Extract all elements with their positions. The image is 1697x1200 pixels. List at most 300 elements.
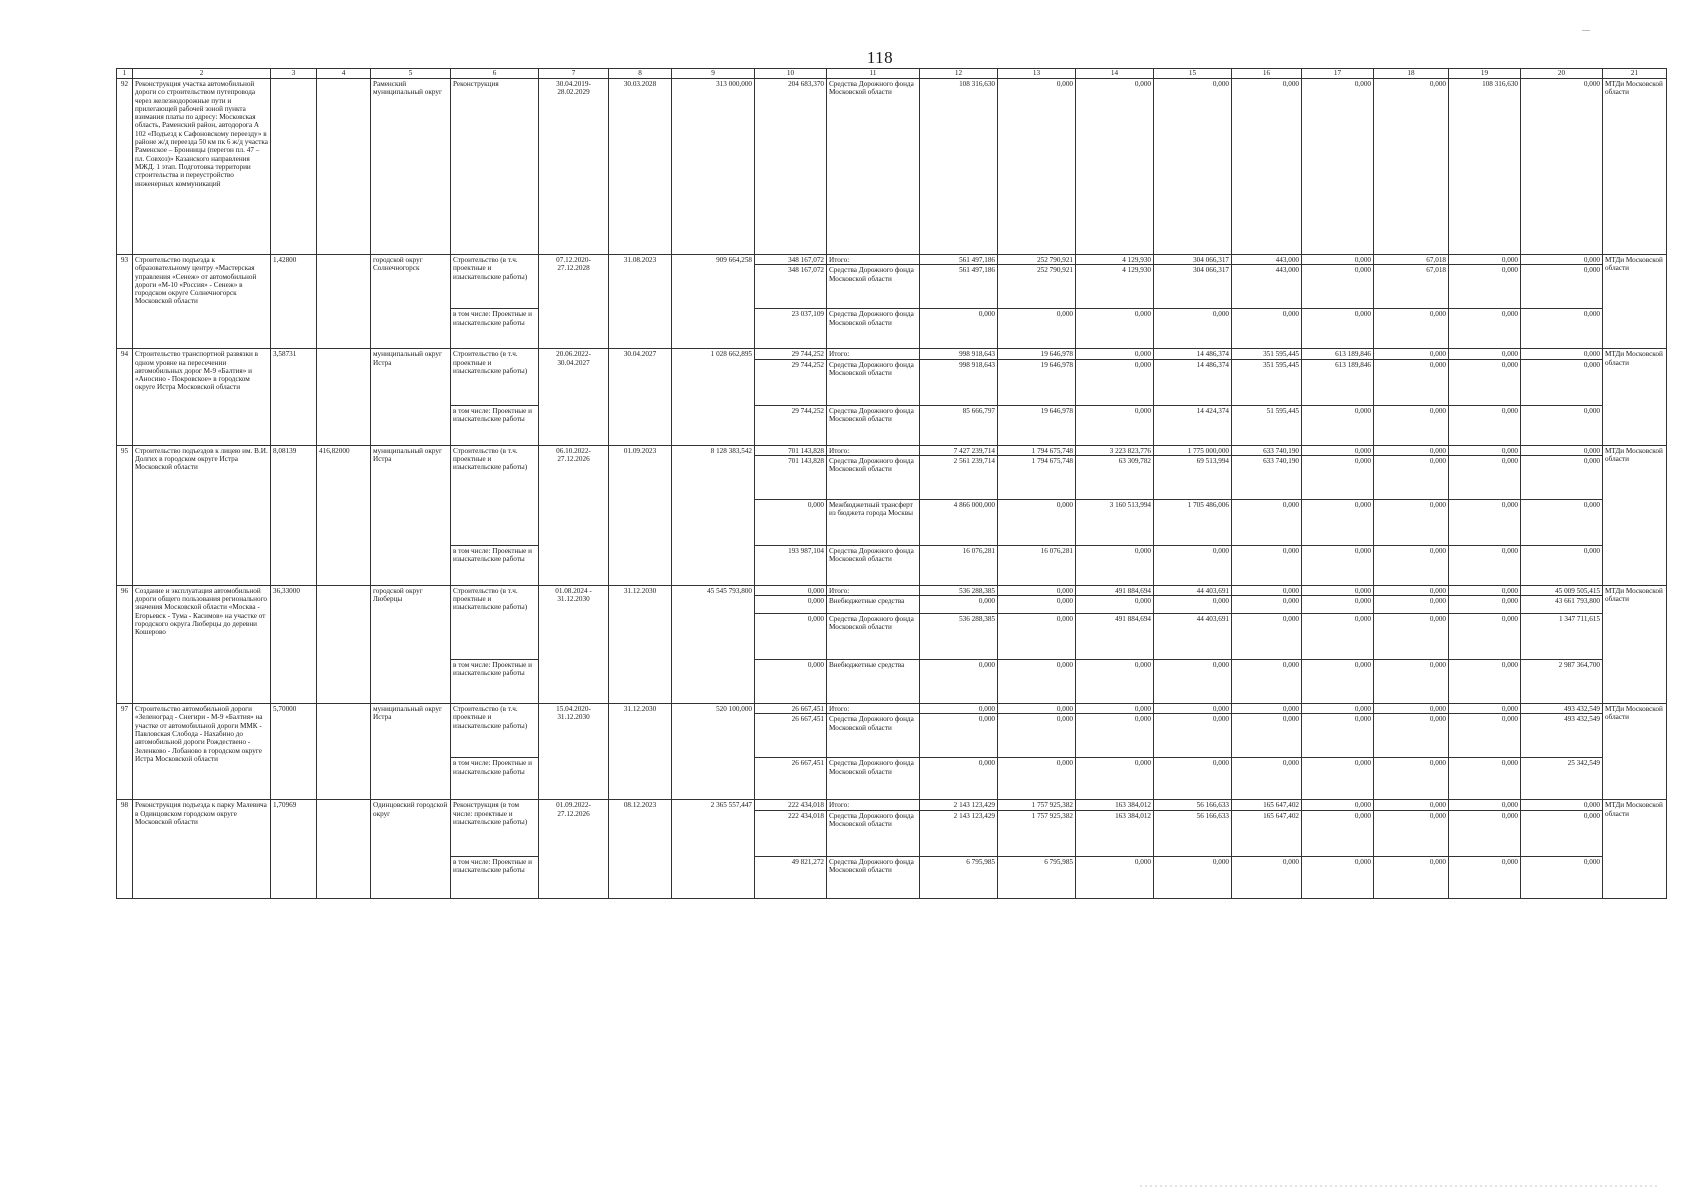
year-amount-cell: 2 143 123,429 — [920, 810, 998, 856]
funded-before-cell: 49 821,272 — [755, 856, 827, 898]
capacity-cell — [317, 255, 371, 349]
table-row — [117, 704, 1667, 714]
year-amount-cell: 0,000 — [1076, 359, 1154, 405]
year-amount-cell: 561 497,186 — [920, 255, 998, 265]
year-amount-cell: 0,000 — [1232, 856, 1302, 898]
funded-before-cell: 348 167,072 — [755, 265, 827, 309]
year-amount-cell: 7 427 239,714 — [920, 445, 998, 455]
year-amount-cell: 0,000 — [1302, 499, 1374, 545]
year-amount-cell: 0,000 — [1232, 585, 1302, 595]
year-amount-cell: 0,000 — [1302, 585, 1374, 595]
year-amount-cell: 0,000 — [1374, 856, 1449, 898]
funding-source-cell: Средства Дорожного фонда Московской области — [827, 545, 920, 585]
year-amount-cell: 0,000 — [1374, 614, 1449, 660]
year-amount-cell: 0,000 — [1076, 405, 1154, 445]
row-number: 93 — [117, 255, 133, 349]
year-amount-cell: 0,000 — [1449, 758, 1521, 800]
funding-source-cell: Итого: — [827, 349, 920, 359]
year-amount-cell: 0,000 — [1302, 405, 1374, 445]
municipality-cell: городской округ Солнечногорск — [371, 255, 451, 349]
year-amount-cell: 4 129,930 — [1076, 265, 1154, 309]
customer-cell: МТДи Московской области — [1603, 445, 1667, 585]
period-cell: 30.04.2019-28.02.2029 — [539, 79, 609, 255]
work-subtype-cell: в том числе: Проектные и изыскательские работы — [451, 309, 539, 349]
year-amount-cell: 0,000 — [1449, 810, 1521, 856]
year-amount-cell: 613 189,846 — [1302, 349, 1374, 359]
year-amount-cell: 0,000 — [1232, 545, 1302, 585]
year-amount-cell: 19 646,978 — [998, 349, 1076, 359]
row-number: 92 — [117, 79, 133, 255]
funded-before-cell: 0,000 — [755, 596, 827, 614]
year-amount-cell: 0,000 — [998, 714, 1076, 758]
year-amount-cell: 16 076,281 — [998, 545, 1076, 585]
year-amount-cell: 16 076,281 — [920, 545, 998, 585]
column-header: 20 — [1521, 69, 1603, 79]
year-amount-cell: 67,018 — [1374, 255, 1449, 265]
year-amount-cell: 0,000 — [1449, 545, 1521, 585]
year-amount-cell: 3 223 823,776 — [1076, 445, 1154, 455]
year-amount-cell: 85 666,797 — [920, 405, 998, 445]
year-amount-cell: 0,000 — [1302, 856, 1374, 898]
year-amount-cell: 0,000 — [1374, 499, 1449, 545]
year-amount-cell: 443,000 — [1232, 265, 1302, 309]
year-amount-cell: 56 166,633 — [1154, 800, 1232, 810]
customer-cell: МТДи Московской области — [1603, 349, 1667, 445]
capacity-cell: 416,82000 — [317, 445, 371, 585]
column-header: 18 — [1374, 69, 1449, 79]
customer-cell: МТДи Московской области — [1603, 704, 1667, 800]
column-header: 11 — [827, 69, 920, 79]
year-amount-cell: 108 316,630 — [1449, 79, 1521, 255]
year-amount-cell: 19 646,978 — [998, 405, 1076, 445]
length-cell: 3,58731 — [271, 349, 317, 445]
column-header: 13 — [998, 69, 1076, 79]
year-amount-cell: 0,000 — [1076, 660, 1154, 704]
row-number: 96 — [117, 585, 133, 703]
completion-date-cell: 31.08.2023 — [609, 255, 672, 349]
year-amount-cell: 0,000 — [1154, 596, 1232, 614]
column-header: 1 — [117, 69, 133, 79]
funding-source-cell: Средства Дорожного фонда Московской области — [827, 758, 920, 800]
period-cell: 01.08.2024 - 31.12.2030 — [539, 585, 609, 703]
year-amount-cell: 0,000 — [1076, 758, 1154, 800]
year-amount-cell: 1 347 711,615 — [1521, 614, 1603, 660]
year-amount-cell: 0,000 — [998, 758, 1076, 800]
funded-before-cell: 0,000 — [755, 614, 827, 660]
table-row — [117, 585, 1667, 595]
year-amount-cell: 0,000 — [1521, 800, 1603, 810]
program-table — [116, 68, 1667, 899]
column-header: 9 — [672, 69, 755, 79]
year-amount-cell: 0,000 — [1449, 405, 1521, 445]
customer-cell: МТДи Московской области — [1603, 800, 1667, 898]
period-cell: 20.06.2022-30.04.2027 — [539, 349, 609, 445]
year-amount-cell: 0,000 — [1374, 349, 1449, 359]
year-amount-cell: 0,000 — [1232, 614, 1302, 660]
length-cell — [271, 79, 317, 255]
year-amount-cell: 0,000 — [1521, 79, 1603, 255]
year-amount-cell: 0,000 — [1232, 704, 1302, 714]
year-amount-cell: 0,000 — [1076, 545, 1154, 585]
year-amount-cell: 0,000 — [998, 704, 1076, 714]
completion-date-cell: 01.09.2023 — [609, 445, 672, 585]
year-amount-cell: 0,000 — [1521, 856, 1603, 898]
funding-source-cell: Итого: — [827, 255, 920, 265]
year-amount-cell: 0,000 — [1374, 800, 1449, 810]
work-subtype-cell: в том числе: Проектные и изыскательские работы — [451, 856, 539, 898]
cost-cell: 8 128 383,542 — [672, 445, 755, 585]
year-amount-cell: 0,000 — [1076, 704, 1154, 714]
year-amount-cell: 0,000 — [1521, 445, 1603, 455]
municipality-cell: Одинцовский городской округ — [371, 800, 451, 898]
year-amount-cell: 0,000 — [1302, 79, 1374, 255]
year-amount-cell: 0,000 — [1374, 585, 1449, 595]
customer-cell: МТДи Московской области — [1603, 79, 1667, 255]
year-amount-cell: 0,000 — [1154, 856, 1232, 898]
year-amount-cell: 304 066,317 — [1154, 265, 1232, 309]
cost-cell: 1 028 662,895 — [672, 349, 755, 445]
year-amount-cell: 1 775 000,000 — [1154, 445, 1232, 455]
year-amount-cell: 0,000 — [920, 714, 998, 758]
year-amount-cell: 536 288,385 — [920, 585, 998, 595]
period-cell: 07.12.2020-27.12.2028 — [539, 255, 609, 349]
capacity-cell — [317, 800, 371, 898]
funding-source-cell: Средства Дорожного фонда Московской области — [827, 79, 920, 255]
year-amount-cell: 0,000 — [920, 758, 998, 800]
year-amount-cell: 0,000 — [1374, 405, 1449, 445]
year-amount-cell: 69 513,994 — [1154, 455, 1232, 499]
year-amount-cell: 2 987 364,700 — [1521, 660, 1603, 704]
funded-before-cell: 23 037,109 — [755, 309, 827, 349]
work-type-cell: Строительство (в т.ч. проектные и изыскательские работы) — [451, 585, 539, 659]
funded-before-cell: 701 143,828 — [755, 445, 827, 455]
object-name: Строительство подъездов к лицею им. В.И. Долгих в городском округе Истра Московской области — [133, 445, 271, 585]
municipality-cell: муниципальный округ Истра — [371, 704, 451, 800]
municipality-cell: Раменский муниципальный округ — [371, 79, 451, 255]
municipality-cell: городской округ Люберцы — [371, 585, 451, 703]
year-amount-cell: 1 705 486,006 — [1154, 499, 1232, 545]
table-row — [117, 349, 1667, 359]
year-amount-cell: 108 316,630 — [920, 79, 998, 255]
year-amount-cell: 4 129,930 — [1076, 255, 1154, 265]
year-amount-cell: 561 497,186 — [920, 265, 998, 309]
capacity-cell — [317, 349, 371, 445]
funding-source-cell: Итого: — [827, 800, 920, 810]
column-header: 21 — [1603, 69, 1667, 79]
funding-source-cell: Итого: — [827, 445, 920, 455]
object-name: Реконструкция подъезда к парку Малевича в Одинцовском городском округе Московской области — [133, 800, 271, 898]
year-amount-cell: 304 066,317 — [1154, 255, 1232, 265]
header-row — [117, 69, 1667, 79]
year-amount-cell: 0,000 — [1449, 309, 1521, 349]
period-cell: 01.09.2022-27.12.2026 — [539, 800, 609, 898]
year-amount-cell: 0,000 — [1374, 359, 1449, 405]
year-amount-cell: 0,000 — [1232, 79, 1302, 255]
year-amount-cell: 45 009 505,415 — [1521, 585, 1603, 595]
year-amount-cell: 0,000 — [1302, 445, 1374, 455]
year-amount-cell: 0,000 — [998, 660, 1076, 704]
capacity-cell — [317, 79, 371, 255]
row-number: 94 — [117, 349, 133, 445]
work-subtype-cell: в том числе: Проектные и изыскательские работы — [451, 405, 539, 445]
year-amount-cell: 0,000 — [1521, 309, 1603, 349]
length-cell: 1,70969 — [271, 800, 317, 898]
year-amount-cell: 0,000 — [1302, 545, 1374, 585]
column-header: 19 — [1449, 69, 1521, 79]
year-amount-cell: 0,000 — [1302, 810, 1374, 856]
year-amount-cell: 0,000 — [998, 585, 1076, 595]
capacity-cell — [317, 585, 371, 703]
year-amount-cell: 0,000 — [1521, 455, 1603, 499]
period-cell: 06.10.2022-27.12.2026 — [539, 445, 609, 585]
year-amount-cell: 493 432,549 — [1521, 714, 1603, 758]
column-header: 8 — [609, 69, 672, 79]
year-amount-cell: 0,000 — [998, 499, 1076, 545]
year-amount-cell: 0,000 — [1521, 359, 1603, 405]
year-amount-cell: 163 384,012 — [1076, 810, 1154, 856]
year-amount-cell: 44 403,691 — [1154, 614, 1232, 660]
funded-before-cell: 0,000 — [755, 499, 827, 545]
funded-before-cell: 26 667,451 — [755, 714, 827, 758]
table-row — [117, 255, 1667, 265]
year-amount-cell: 1 757 925,382 — [998, 810, 1076, 856]
year-amount-cell: 63 309,782 — [1076, 455, 1154, 499]
completion-date-cell: 08.12.2023 — [609, 800, 672, 898]
year-amount-cell: 0,000 — [1154, 660, 1232, 704]
year-amount-cell: 0,000 — [1521, 499, 1603, 545]
year-amount-cell: 51 595,445 — [1232, 405, 1302, 445]
year-amount-cell: 0,000 — [1154, 704, 1232, 714]
funding-source-cell: Средства Дорожного фонда Московской области — [827, 309, 920, 349]
object-name: Создание и эксплуатация автомобильной дороги общего пользования регионального значения Московской области «Москва - Егорьевск - Тума - Касимов» на участке от городского округа Люберцы до деревни Кошерово — [133, 585, 271, 703]
funding-source-cell: Средства Дорожного фонда Московской области — [827, 359, 920, 405]
year-amount-cell: 6 795,985 — [920, 856, 998, 898]
year-amount-cell: 0,000 — [1374, 445, 1449, 455]
year-amount-cell: 998 918,643 — [920, 349, 998, 359]
work-type-cell: Строительство (в т.ч. проектные и изыскательские работы) — [451, 704, 539, 758]
year-amount-cell: 6 795,985 — [998, 856, 1076, 898]
cost-cell: 313 000,000 — [672, 79, 755, 255]
year-amount-cell: 0,000 — [1521, 810, 1603, 856]
year-amount-cell: 0,000 — [1374, 810, 1449, 856]
funded-before-cell: 222 434,018 — [755, 800, 827, 810]
year-amount-cell: 0,000 — [1302, 255, 1374, 265]
completion-date-cell: 30.04.2027 — [609, 349, 672, 445]
column-header: 6 — [451, 69, 539, 79]
table-body — [117, 79, 1667, 899]
funded-before-cell: 204 683,370 — [755, 79, 827, 255]
year-amount-cell: 14 486,374 — [1154, 359, 1232, 405]
funded-before-cell: 222 434,018 — [755, 810, 827, 856]
year-amount-cell: 0,000 — [1449, 614, 1521, 660]
funded-before-cell: 29 744,252 — [755, 405, 827, 445]
funding-source-cell: Средства Дорожного фонда Московской области — [827, 265, 920, 309]
year-amount-cell: 4 866 000,000 — [920, 499, 998, 545]
object-name: Строительство автомобильной дороги «Зеленоград - Снегири - М-9 «Балтия» на участке от автомобильной дороги ММК - Павловская Слобода - Нахабино до автомобильной дороги Рождествено - Зеленково - Лобаново в городском округе Истра Московской области — [133, 704, 271, 800]
funding-source-cell: Средства Дорожного фонда Московской области — [827, 405, 920, 445]
year-amount-cell: 0,000 — [1232, 758, 1302, 800]
year-amount-cell: 0,000 — [1449, 704, 1521, 714]
municipality-cell: муниципальный округ Истра — [371, 349, 451, 445]
length-cell: 5,70000 — [271, 704, 317, 800]
year-amount-cell: 0,000 — [1154, 758, 1232, 800]
funded-before-cell: 0,000 — [755, 585, 827, 595]
work-type-cell: Строительство (в т.ч. проектные и изыскательские работы) — [451, 349, 539, 405]
year-amount-cell: 493 432,549 — [1521, 704, 1603, 714]
year-amount-cell: 1 794 675,748 — [998, 455, 1076, 499]
year-amount-cell: 0,000 — [1302, 660, 1374, 704]
year-amount-cell: 0,000 — [1449, 714, 1521, 758]
year-amount-cell: 613 189,846 — [1302, 359, 1374, 405]
year-amount-cell: 0,000 — [1302, 309, 1374, 349]
column-header: 15 — [1154, 69, 1232, 79]
funding-source-cell: Внебюджетные средства — [827, 596, 920, 614]
completion-date-cell: 31.12.2030 — [609, 704, 672, 800]
funding-source-cell: Итого: — [827, 585, 920, 595]
year-amount-cell: 0,000 — [1374, 79, 1449, 255]
year-amount-cell: 2 143 123,429 — [920, 800, 998, 810]
year-amount-cell: 0,000 — [998, 309, 1076, 349]
work-type-cell: Строительство (в т.ч. проектные и изыскательские работы) — [451, 445, 539, 545]
length-cell: 1,42800 — [271, 255, 317, 349]
length-cell: 8,08139 — [271, 445, 317, 585]
year-amount-cell: 19 646,978 — [998, 359, 1076, 405]
year-amount-cell: 0,000 — [1232, 309, 1302, 349]
year-amount-cell: 0,000 — [1076, 309, 1154, 349]
year-amount-cell: 0,000 — [1154, 309, 1232, 349]
year-amount-cell: 1 794 675,748 — [998, 445, 1076, 455]
funding-source-cell: Средства Дорожного фонда Московской области — [827, 810, 920, 856]
work-type-cell: Реконструкция — [451, 79, 539, 255]
year-amount-cell: 0,000 — [920, 660, 998, 704]
year-amount-cell: 0,000 — [1374, 455, 1449, 499]
funding-source-cell: Итого: — [827, 704, 920, 714]
customer-cell: МТДи Московской области — [1603, 585, 1667, 703]
year-amount-cell: 1 757 925,382 — [998, 800, 1076, 810]
municipality-cell: муниципальный округ Истра — [371, 445, 451, 585]
year-amount-cell: 0,000 — [1302, 704, 1374, 714]
capacity-cell — [317, 704, 371, 800]
funded-before-cell: 26 667,451 — [755, 704, 827, 714]
column-header: 3 — [271, 69, 317, 79]
row-number: 98 — [117, 800, 133, 898]
table-row — [117, 800, 1667, 810]
year-amount-cell: 0,000 — [920, 309, 998, 349]
year-amount-cell: 14 424,374 — [1154, 405, 1232, 445]
year-amount-cell: 0,000 — [1521, 265, 1603, 309]
cost-cell: 520 100,000 — [672, 704, 755, 800]
year-amount-cell: 0,000 — [1449, 349, 1521, 359]
table-row — [117, 445, 1667, 455]
year-amount-cell: 0,000 — [1449, 265, 1521, 309]
funded-before-cell: 193 987,104 — [755, 545, 827, 585]
year-amount-cell: 0,000 — [1449, 499, 1521, 545]
year-amount-cell: 0,000 — [1302, 714, 1374, 758]
year-amount-cell: 0,000 — [920, 596, 998, 614]
year-amount-cell: 25 342,549 — [1521, 758, 1603, 800]
funded-before-cell: 348 167,072 — [755, 255, 827, 265]
year-amount-cell: 0,000 — [1374, 704, 1449, 714]
year-amount-cell: 165 647,402 — [1232, 800, 1302, 810]
year-amount-cell: 0,000 — [1154, 545, 1232, 585]
year-amount-cell: 0,000 — [1076, 596, 1154, 614]
year-amount-cell: 0,000 — [1076, 856, 1154, 898]
year-amount-cell: 0,000 — [1302, 758, 1374, 800]
funding-source-cell: Средства Дорожного фонда Московской области — [827, 614, 920, 660]
year-amount-cell: 536 288,385 — [920, 614, 998, 660]
year-amount-cell: 43 661 793,800 — [1521, 596, 1603, 614]
column-header: 12 — [920, 69, 998, 79]
year-amount-cell: 0,000 — [1076, 349, 1154, 359]
year-amount-cell: 0,000 — [1232, 660, 1302, 704]
year-amount-cell: 443,000 — [1232, 255, 1302, 265]
column-header: 10 — [755, 69, 827, 79]
year-amount-cell: 2 561 239,714 — [920, 455, 998, 499]
year-amount-cell: 0,000 — [920, 704, 998, 714]
year-amount-cell: 0,000 — [1449, 800, 1521, 810]
year-amount-cell: 0,000 — [1374, 309, 1449, 349]
year-amount-cell: 0,000 — [998, 79, 1076, 255]
year-amount-cell: 252 790,921 — [998, 265, 1076, 309]
work-type-cell: Реконструкция (в том числе: проектные и изыскательские работы) — [451, 800, 539, 856]
year-amount-cell: 56 166,633 — [1154, 810, 1232, 856]
year-amount-cell: 0,000 — [1302, 265, 1374, 309]
year-amount-cell: 0,000 — [1449, 585, 1521, 595]
length-cell: 36,33000 — [271, 585, 317, 703]
column-header: 7 — [539, 69, 609, 79]
year-amount-cell: 0,000 — [1374, 545, 1449, 585]
year-amount-cell: 0,000 — [1154, 79, 1232, 255]
year-amount-cell: 0,000 — [1449, 445, 1521, 455]
year-amount-cell: 491 884,694 — [1076, 614, 1154, 660]
work-subtype-cell: в том числе: Проектные и изыскательские работы — [451, 660, 539, 704]
scan-mark — [1582, 30, 1590, 31]
row-number: 95 — [117, 445, 133, 585]
year-amount-cell: 163 384,012 — [1076, 800, 1154, 810]
column-header: 16 — [1232, 69, 1302, 79]
work-type-cell: Строительство (в т.ч. проектные и изыскательские работы) — [451, 255, 539, 309]
cost-cell: 2 365 557,447 — [672, 800, 755, 898]
year-amount-cell: 0,000 — [998, 596, 1076, 614]
funded-before-cell: 29 744,252 — [755, 349, 827, 359]
year-amount-cell: 0,000 — [1232, 714, 1302, 758]
year-amount-cell: 0,000 — [1374, 714, 1449, 758]
object-name: Строительство подъезда к образовательному центру «Мастерская управления «Сенеж» от автомобильной дороги «М-10 «Россия» - Сенеж» в городском округе Солнечногорск Московской области — [133, 255, 271, 349]
year-amount-cell: 0,000 — [1232, 499, 1302, 545]
year-amount-cell: 0,000 — [1521, 545, 1603, 585]
completion-date-cell: 31.12.2030 — [609, 585, 672, 703]
year-amount-cell: 0,000 — [1302, 614, 1374, 660]
year-amount-cell: 0,000 — [1449, 255, 1521, 265]
funding-source-cell: Средства Дорожного фонда Московской области — [827, 856, 920, 898]
year-amount-cell: 0,000 — [1449, 660, 1521, 704]
year-amount-cell: 0,000 — [1449, 455, 1521, 499]
completion-date-cell: 30.03.2028 — [609, 79, 672, 255]
object-name: Реконструкция участка автомобильной дороги со строительством путепровода через железнодорожные пути и прилегающей рабочей зоной пункта взимания платы по адресу: Московская область, Раменский район, автодорога А 102 «Подъезд к Сафоновскому переезду» в районе ж/д переезда 50 км пк 6 ж/д участка Раменское – Бронницы (перегон пл. 47 – пл. Совхоз)» Казанского направления МЖД. 1 этап. Подготовка территории строительства и переустройство инженерных коммуникаций — [133, 79, 271, 255]
year-amount-cell: 0,000 — [1374, 660, 1449, 704]
customer-cell: МТДи Московской области — [1603, 255, 1667, 349]
funding-source-cell: Средства Дорожного фонда Московской области — [827, 714, 920, 758]
work-subtype-cell: в том числе: Проектные и изыскательские работы — [451, 758, 539, 800]
year-amount-cell: 0,000 — [1521, 349, 1603, 359]
year-amount-cell: 633 740,190 — [1232, 445, 1302, 455]
column-header: 17 — [1302, 69, 1374, 79]
year-amount-cell: 0,000 — [1154, 714, 1232, 758]
year-amount-cell: 0,000 — [1521, 255, 1603, 265]
year-amount-cell: 998 918,643 — [920, 359, 998, 405]
year-amount-cell: 0,000 — [1076, 79, 1154, 255]
column-header: 5 — [371, 69, 451, 79]
